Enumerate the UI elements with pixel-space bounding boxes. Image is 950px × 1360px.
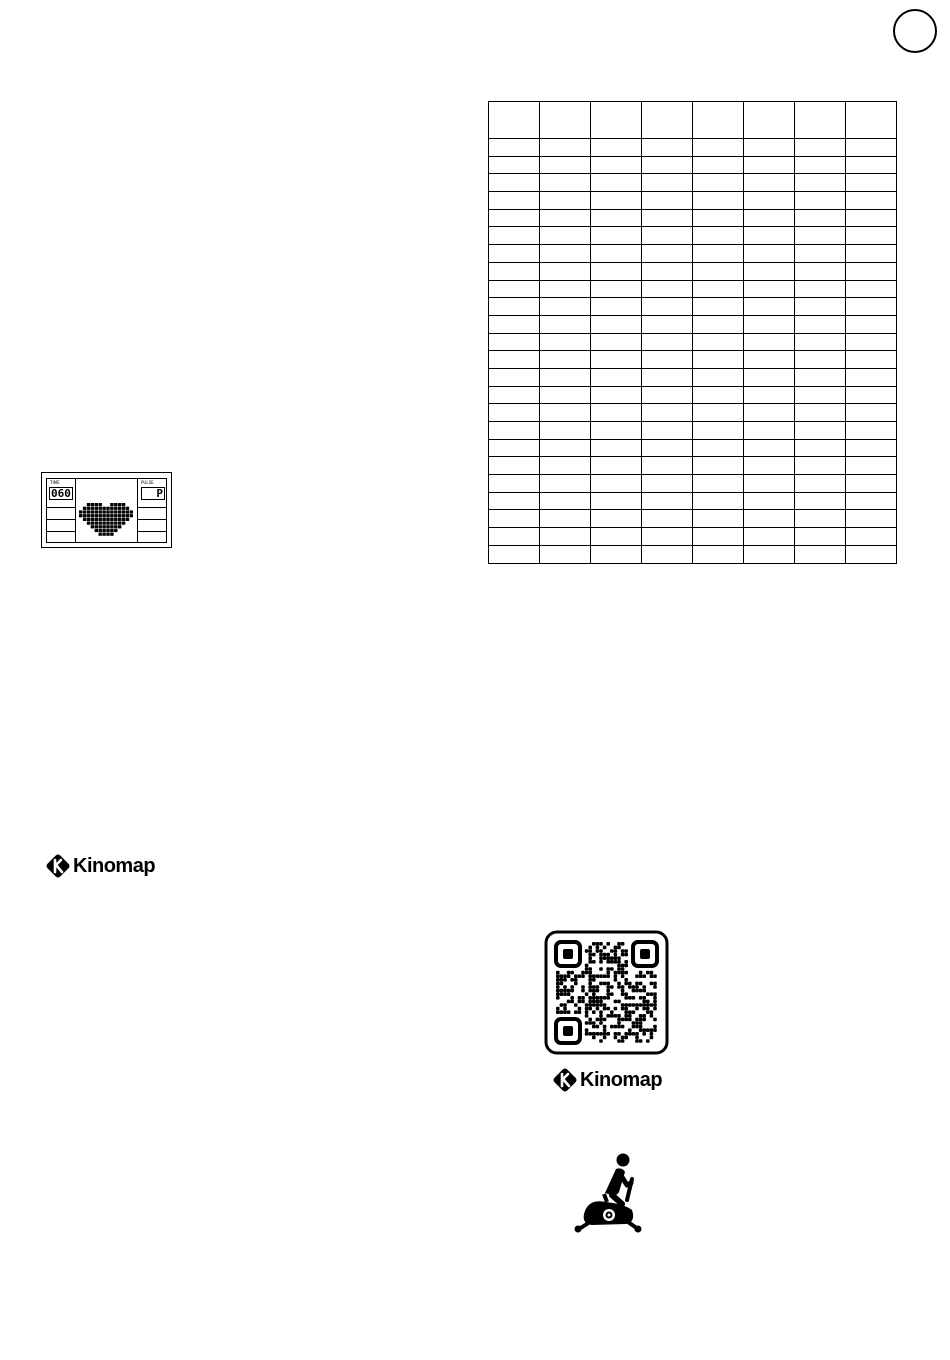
table-cell — [489, 156, 540, 174]
table-cell — [642, 227, 693, 245]
table-cell — [540, 192, 591, 210]
table-cell — [591, 422, 642, 440]
table-cell — [744, 280, 795, 298]
table-cell — [489, 404, 540, 422]
table-cell — [846, 475, 897, 493]
table-cell — [591, 315, 642, 333]
table-cell — [693, 457, 744, 475]
table-cell — [744, 351, 795, 369]
table-cell — [744, 174, 795, 192]
kinomap-logo-bottom — [552, 1067, 662, 1093]
table-cell — [642, 156, 693, 174]
table-cell — [489, 298, 540, 316]
table-cell — [540, 439, 591, 457]
table-cell — [846, 351, 897, 369]
table-cell — [540, 333, 591, 351]
table-cell — [846, 528, 897, 546]
table-cell — [744, 386, 795, 404]
table-cell — [540, 510, 591, 528]
table-cell — [489, 139, 540, 157]
table-cell — [591, 156, 642, 174]
table-cell — [693, 510, 744, 528]
table-cell — [591, 298, 642, 316]
table-cell — [591, 439, 642, 457]
table-cell — [795, 192, 846, 210]
table-cell — [846, 280, 897, 298]
table-cell — [693, 351, 744, 369]
table-cell — [489, 102, 540, 139]
table-cell — [795, 492, 846, 510]
table-cell — [744, 139, 795, 157]
table-cell — [795, 475, 846, 493]
table-cell — [693, 528, 744, 546]
console-display — [41, 472, 172, 548]
table-cell — [642, 439, 693, 457]
table-row — [489, 457, 897, 475]
table-cell — [540, 209, 591, 227]
table-cell — [846, 457, 897, 475]
table-cell — [846, 333, 897, 351]
table-cell — [591, 102, 642, 139]
table-cell — [693, 492, 744, 510]
table-cell — [540, 492, 591, 510]
table-cell — [744, 192, 795, 210]
table-cell — [846, 422, 897, 440]
table-cell — [540, 475, 591, 493]
table-cell — [540, 368, 591, 386]
table-cell — [540, 280, 591, 298]
table-cell — [489, 280, 540, 298]
table-cell — [846, 510, 897, 528]
table-cell — [693, 386, 744, 404]
table-cell — [693, 475, 744, 493]
table-cell — [591, 368, 642, 386]
table-row — [489, 192, 897, 210]
table-cell — [693, 139, 744, 157]
table-cell — [642, 492, 693, 510]
table-cell — [693, 333, 744, 351]
table-row — [489, 404, 897, 422]
table-cell — [693, 209, 744, 227]
table-cell — [642, 528, 693, 546]
table-cell — [744, 422, 795, 440]
table-row — [489, 386, 897, 404]
table-cell — [642, 245, 693, 263]
table-cell — [846, 209, 897, 227]
table-cell — [540, 457, 591, 475]
table-cell — [540, 262, 591, 280]
table-cell — [846, 439, 897, 457]
table-cell — [540, 351, 591, 369]
table-row — [489, 298, 897, 316]
table-cell — [591, 280, 642, 298]
table-cell — [846, 192, 897, 210]
table-cell — [795, 528, 846, 546]
table-cell — [846, 404, 897, 422]
kinomap-logo-top — [45, 853, 155, 879]
table-cell — [489, 209, 540, 227]
table-cell — [642, 457, 693, 475]
table-cell — [744, 315, 795, 333]
table-cell — [489, 227, 540, 245]
table-cell — [591, 528, 642, 546]
table-cell — [795, 245, 846, 263]
table-cell — [795, 422, 846, 440]
table-cell — [795, 227, 846, 245]
table-cell — [744, 368, 795, 386]
table-cell — [540, 315, 591, 333]
table-row — [489, 368, 897, 386]
table-cell — [744, 475, 795, 493]
table-cell — [744, 439, 795, 457]
table-cell — [540, 545, 591, 563]
table-cell — [795, 298, 846, 316]
table-cell — [540, 156, 591, 174]
table-cell — [642, 298, 693, 316]
table-cell — [591, 386, 642, 404]
table-cell — [591, 545, 642, 563]
table-row — [489, 439, 897, 457]
table-cell — [642, 315, 693, 333]
table-cell — [795, 545, 846, 563]
heart-icon — [79, 503, 133, 537]
console-right-column — [137, 479, 166, 542]
table-cell — [693, 262, 744, 280]
table-cell — [642, 209, 693, 227]
table-cell — [642, 192, 693, 210]
table-cell — [591, 333, 642, 351]
table-cell — [591, 192, 642, 210]
table-cell — [591, 510, 642, 528]
table-cell — [591, 262, 642, 280]
table-cell — [795, 209, 846, 227]
table-cell — [744, 298, 795, 316]
table-row — [489, 209, 897, 227]
table-cell — [846, 245, 897, 263]
table-cell — [489, 174, 540, 192]
table-cell — [795, 262, 846, 280]
table-row — [489, 227, 897, 245]
table-cell — [489, 492, 540, 510]
table-cell — [489, 368, 540, 386]
table-cell — [693, 280, 744, 298]
table-row — [489, 528, 897, 546]
table-cell — [744, 102, 795, 139]
table-cell — [642, 510, 693, 528]
table-cell — [591, 174, 642, 192]
table-cell — [744, 227, 795, 245]
table-cell — [744, 404, 795, 422]
table-cell — [795, 457, 846, 475]
table-row — [489, 139, 897, 157]
table-row — [489, 333, 897, 351]
table-cell — [693, 227, 744, 245]
table-cell — [642, 386, 693, 404]
table-cell — [591, 227, 642, 245]
table-cell — [846, 227, 897, 245]
table-cell — [795, 510, 846, 528]
table-cell — [489, 315, 540, 333]
table-cell — [540, 386, 591, 404]
table-cell — [489, 262, 540, 280]
table-cell — [795, 368, 846, 386]
table-cell — [489, 245, 540, 263]
qr-code-icon — [544, 930, 669, 1055]
exercise-bike-icon — [572, 1152, 644, 1234]
table-cell — [744, 209, 795, 227]
table-cell — [846, 102, 897, 139]
time-label: TIME — [50, 480, 60, 485]
table-row — [489, 510, 897, 528]
table-cell — [744, 457, 795, 475]
table-cell — [846, 156, 897, 174]
table-row — [489, 245, 897, 263]
table-cell — [744, 333, 795, 351]
table-cell — [540, 298, 591, 316]
table-row — [489, 492, 897, 510]
time-value: 060 — [51, 487, 71, 500]
table-cell — [693, 404, 744, 422]
table-row — [489, 262, 897, 280]
table-cell — [489, 457, 540, 475]
table-cell — [642, 333, 693, 351]
table-cell — [540, 528, 591, 546]
table-cell — [744, 528, 795, 546]
kinomap-k-icon — [45, 853, 71, 879]
table-cell — [795, 280, 846, 298]
table-cell — [795, 139, 846, 157]
table-row — [489, 174, 897, 192]
table-cell — [693, 439, 744, 457]
table-cell — [693, 298, 744, 316]
table-cell — [540, 404, 591, 422]
table-cell — [540, 422, 591, 440]
table-cell — [489, 475, 540, 493]
table-cell — [693, 192, 744, 210]
kinomap-text: Kinomap — [73, 855, 156, 877]
table-cell — [591, 351, 642, 369]
table-cell — [642, 422, 693, 440]
table-cell — [846, 139, 897, 157]
console-left-column — [47, 479, 76, 542]
table-cell — [693, 422, 744, 440]
table-cell — [642, 174, 693, 192]
pulse-value: P — [141, 487, 165, 500]
table-cell — [591, 492, 642, 510]
table-cell — [489, 422, 540, 440]
table-cell — [591, 245, 642, 263]
table-cell — [540, 245, 591, 263]
table-cell — [795, 156, 846, 174]
table-cell — [795, 386, 846, 404]
table-cell — [489, 351, 540, 369]
table-cell — [693, 156, 744, 174]
table-cell — [489, 545, 540, 563]
table-cell — [591, 209, 642, 227]
table-cell — [795, 102, 846, 139]
table-cell — [591, 475, 642, 493]
table-cell — [642, 404, 693, 422]
table-cell — [693, 245, 744, 263]
table-cell — [795, 174, 846, 192]
table-cell — [846, 492, 897, 510]
table-cell — [591, 139, 642, 157]
table-cell — [489, 510, 540, 528]
table-row — [489, 475, 897, 493]
table-cell — [846, 298, 897, 316]
table-cell — [489, 528, 540, 546]
table-cell — [795, 351, 846, 369]
table-cell — [846, 262, 897, 280]
table-cell — [846, 545, 897, 563]
table-cell — [693, 545, 744, 563]
table-cell — [795, 404, 846, 422]
table-row — [489, 156, 897, 174]
table-cell — [744, 510, 795, 528]
table-cell — [744, 262, 795, 280]
table-cell — [693, 102, 744, 139]
table-cell — [540, 102, 591, 139]
table-header-row — [489, 102, 897, 139]
table-row — [489, 280, 897, 298]
table-cell — [642, 262, 693, 280]
table-cell — [846, 386, 897, 404]
kinomap-text: Kinomap — [580, 1069, 663, 1091]
table-cell — [540, 174, 591, 192]
table-cell — [744, 245, 795, 263]
table-cell — [642, 139, 693, 157]
table-cell — [846, 315, 897, 333]
table-cell — [744, 545, 795, 563]
table-cell — [744, 492, 795, 510]
pulse-label: PULSE — [141, 480, 154, 485]
table-cell — [642, 280, 693, 298]
table-cell — [591, 404, 642, 422]
table-cell — [540, 227, 591, 245]
table-cell — [693, 315, 744, 333]
table-cell — [642, 368, 693, 386]
table-cell — [540, 139, 591, 157]
table-row — [489, 315, 897, 333]
table-cell — [489, 192, 540, 210]
table-row — [489, 545, 897, 563]
page-number-circle-icon — [893, 9, 937, 53]
table-row — [489, 351, 897, 369]
table-cell — [795, 333, 846, 351]
table-cell — [693, 174, 744, 192]
table-cell — [846, 174, 897, 192]
table-cell — [846, 368, 897, 386]
table-cell — [642, 351, 693, 369]
table-cell — [591, 457, 642, 475]
table-cell — [642, 545, 693, 563]
data-table — [488, 101, 897, 564]
table-cell — [642, 475, 693, 493]
kinomap-k-icon — [552, 1067, 578, 1093]
table-cell — [642, 102, 693, 139]
table-cell — [489, 333, 540, 351]
table-cell — [693, 368, 744, 386]
table-cell — [795, 315, 846, 333]
table-cell — [489, 439, 540, 457]
table-cell — [744, 156, 795, 174]
table-cell — [795, 439, 846, 457]
table-cell — [489, 386, 540, 404]
table-row — [489, 422, 897, 440]
